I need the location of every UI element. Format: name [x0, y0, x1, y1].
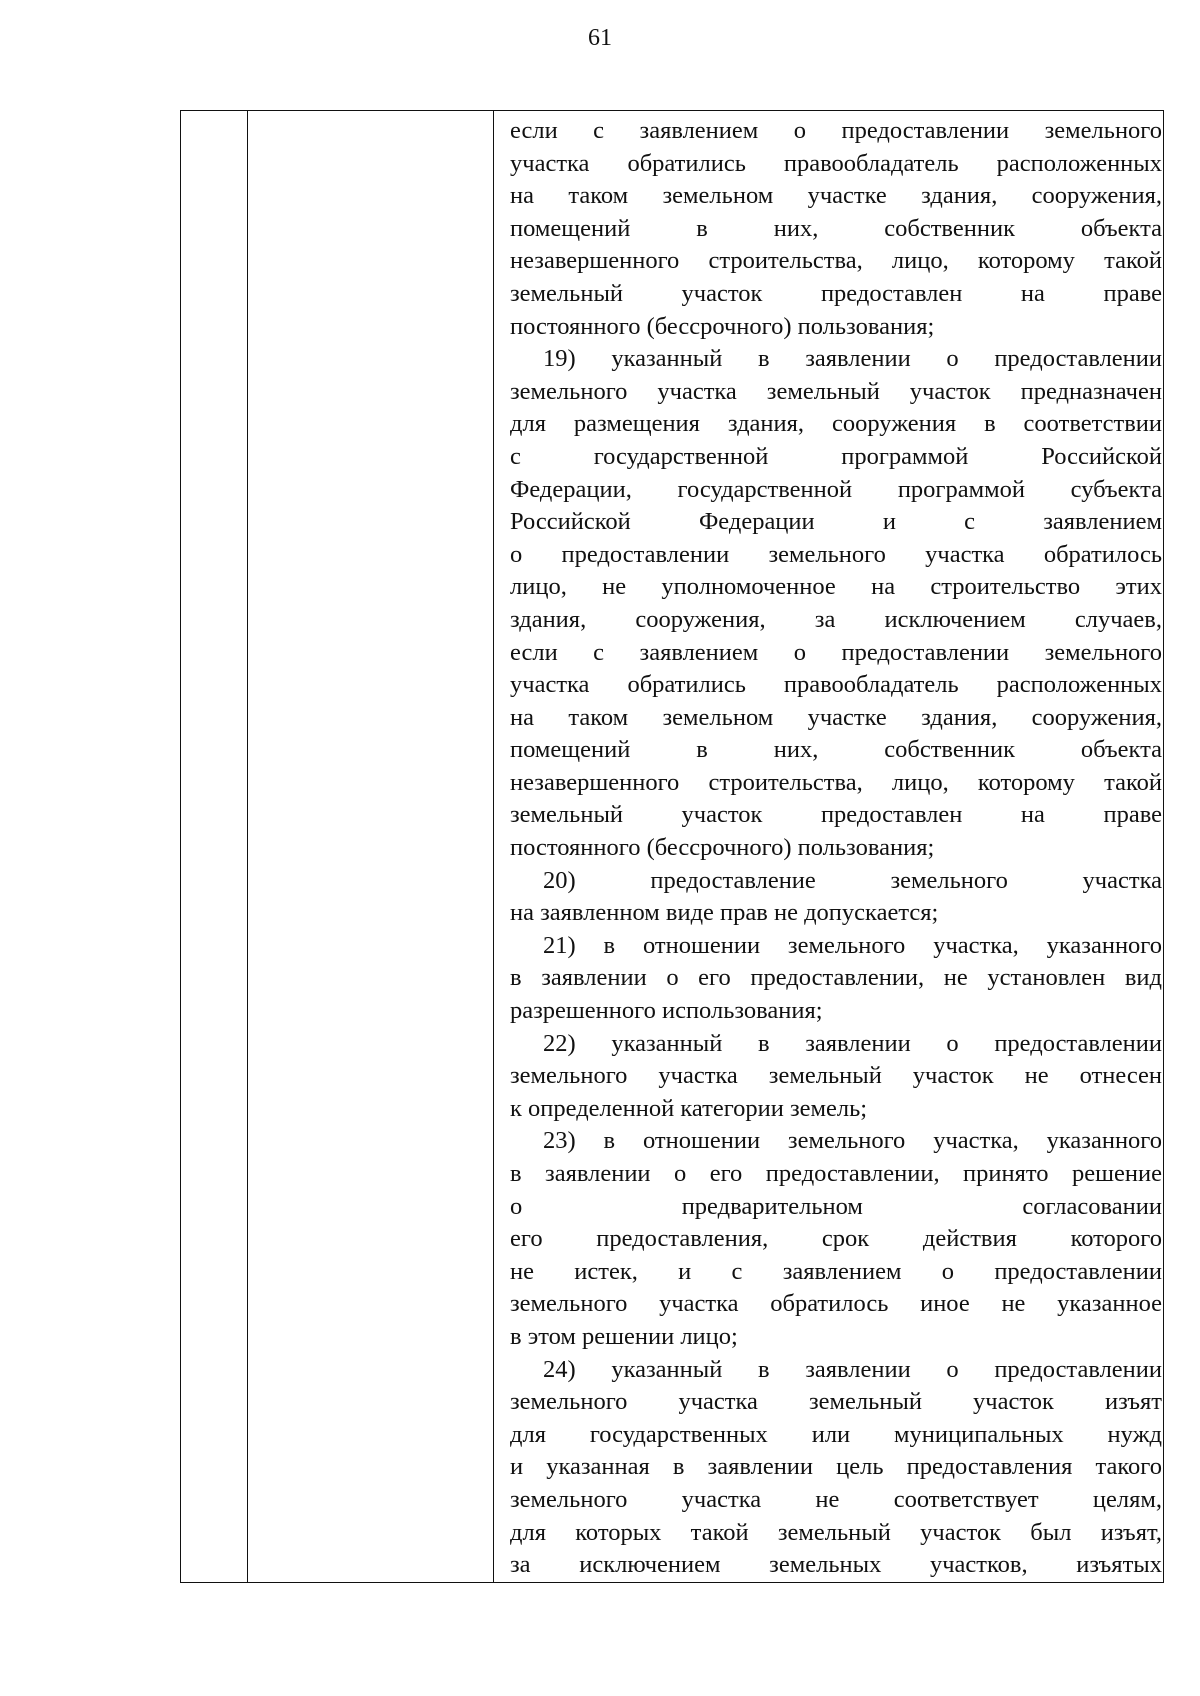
text-line: земельного участка земельный участок не отнесен — [510, 1062, 1162, 1090]
text-line: здания, сооружения, за исключением случаев, — [510, 605, 1162, 633]
text-line: земельного участка не соответствует целям, — [510, 1485, 1162, 1513]
text-line: 20) предоставление земельного участка — [543, 866, 1162, 894]
text-line: с государственной программой Российской — [510, 442, 1162, 470]
text-line: за исключением земельных участков, изъятых — [510, 1551, 1162, 1579]
table-column-number — [181, 111, 248, 1582]
text-line: и указанная в заявлении цель предоставления такого — [510, 1453, 1162, 1481]
text-line: 21) в отношении земельного участка, указанного — [543, 931, 1162, 959]
text-line: о предварительном согласовании — [510, 1192, 1162, 1220]
text-line: земельный участок предоставлен на праве — [510, 279, 1162, 307]
text-line: для государственных или муниципальных нужд — [510, 1420, 1162, 1448]
text-line: незавершенного строительства, лицо, которому такой — [510, 768, 1162, 796]
text-line: лицо, не уполномоченное на строительство этих — [510, 573, 1162, 601]
text-line: в заявлении о его предоставлении, принято решение — [510, 1160, 1162, 1187]
text-line: земельный участок предоставлен на праве — [510, 801, 1162, 829]
text-line: в этом решении лицо; — [510, 1322, 738, 1350]
text-line: для размещения здания, сооружения в соответствии — [510, 410, 1162, 438]
text-line: в заявлении о его предоставлении, не установлен вид — [510, 964, 1162, 992]
text-line: для которых такой земельный участок был изъят, — [510, 1518, 1162, 1546]
grounds-text-block — [510, 115, 1162, 1582]
text-line: на таком земельном участке здания, сооружения, — [510, 182, 1162, 210]
text-line: к определенной категории земель; — [510, 1094, 868, 1122]
text-line: земельного участка земельный участок изъят — [510, 1388, 1162, 1416]
text-line: его предоставления, срок действия которого — [510, 1225, 1162, 1253]
text-line: помещений в них, собственник объекта — [510, 736, 1162, 764]
text-line: о предоставлении земельного участка обратилось — [510, 540, 1162, 568]
text-line: на заявленном виде прав не допускается; — [510, 899, 939, 927]
text-line: 19) указанный в заявлении о предоставлении — [543, 345, 1162, 373]
text-line: незавершенного строительства, лицо, которому такой — [510, 247, 1162, 275]
text-line: если с заявлением о предоставлении земельного — [510, 638, 1162, 666]
document-table — [180, 110, 1164, 1583]
page-number: 61 — [588, 25, 612, 51]
text-line: не истек, и с заявлением о предоставлении — [510, 1257, 1162, 1285]
table-column-ground — [247, 111, 494, 1582]
text-line: помещений в них, собственник объекта — [510, 214, 1162, 242]
text-line: разрешенного использования; — [510, 997, 823, 1025]
text-line: участка обратились правообладатель расположенных — [510, 149, 1162, 177]
table-column-text — [493, 111, 1163, 1582]
text-line: Российской Федерации и с заявлением — [510, 508, 1162, 536]
text-line: 23) в отношении земельного участка, указанного — [543, 1127, 1162, 1155]
text-line: земельного участка земельный участок предназначен — [510, 377, 1162, 405]
text-line: 24) указанный в заявлении о предоставлении — [543, 1355, 1162, 1383]
text-line: 22) указанный в заявлении о предоставлении — [543, 1029, 1162, 1057]
text-line: постоянного (бессрочного) пользования; — [510, 834, 935, 862]
text-line: Федерации, государственной программой субъекта — [510, 475, 1162, 503]
text-line: постоянного (бессрочного) пользования; — [510, 312, 935, 340]
text-line: земельного участка обратилось иное не указанное — [510, 1290, 1162, 1318]
text-line: если с заявлением о предоставлении земельного — [510, 117, 1162, 144]
text-line: участка обратились правообладатель расположенных — [510, 671, 1162, 699]
text-line: на таком земельном участке здания, сооружения, — [510, 703, 1162, 731]
